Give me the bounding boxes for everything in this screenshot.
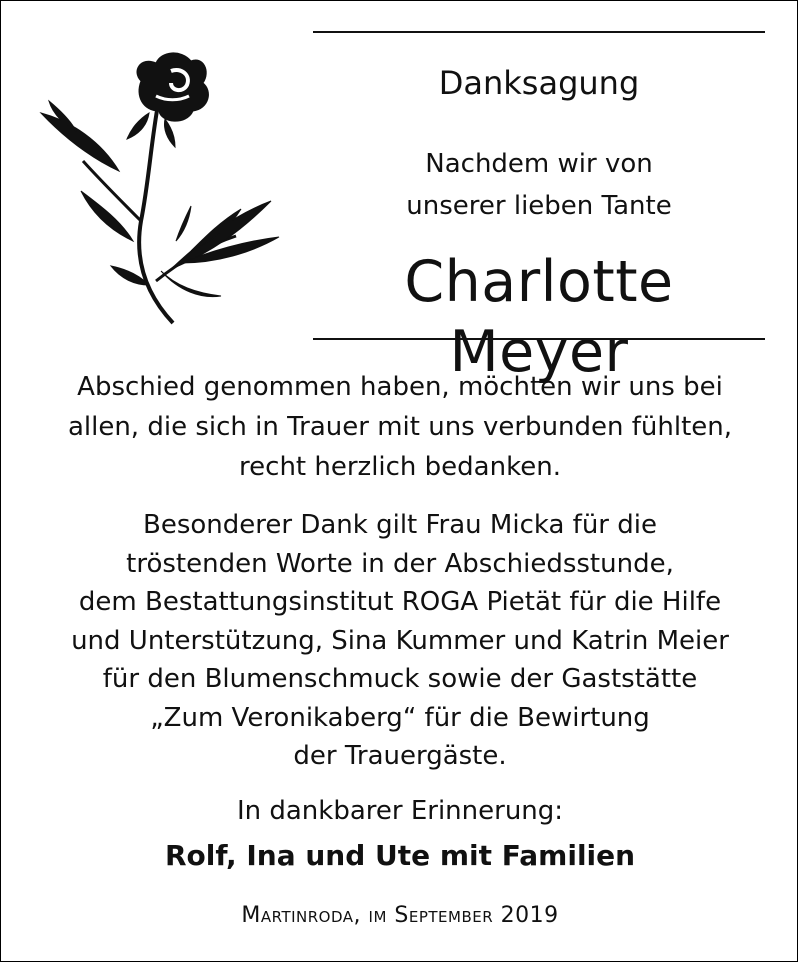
notice-heading: Danksagung	[438, 64, 640, 102]
deceased-name: Charlotte Meyer	[404, 249, 674, 385]
closing-text: In dankbarer Erinnerung:	[236, 796, 564, 826]
text-line: und Unterstützung, Sina Kummer und Katrin Meier	[71, 625, 729, 656]
rose-icon	[31, 41, 291, 331]
text-line: „Zum Veronikaberg“ für die Bewirtung	[150, 702, 650, 733]
text-line: tröstenden Worte in der Abschiedsstunde,	[126, 548, 674, 579]
name-divider	[313, 338, 765, 340]
text-line: der Trauergäste.	[293, 741, 507, 771]
place-date: Martinroda, im September 2019	[241, 903, 559, 928]
text-line: recht herzlich bedanken.	[239, 452, 561, 482]
thanks-paragraph	[21, 367, 779, 487]
text-line: allen, die sich in Trauer mit uns verbunden fühlten,	[67, 412, 733, 442]
text-line: Abschied genommen haben, möchten wir uns bei	[77, 372, 723, 402]
intro-line: unserer lieben Tante	[406, 191, 672, 221]
text-line: Besonderer Dank gilt Frau Micka für die	[143, 510, 657, 540]
signers: Rolf, Ina und Ute mit Familien	[164, 839, 636, 872]
text-line: dem Bestattungsinstitut ROGA Pietät für die Hilfe	[78, 587, 722, 617]
special-thanks-paragraph	[21, 506, 779, 776]
intro-text	[313, 143, 765, 227]
top-divider	[313, 31, 765, 33]
intro-line: Nachdem wir von	[425, 149, 653, 179]
text-line: für den Blumenschmuck sowie der Gaststätte	[102, 664, 698, 694]
